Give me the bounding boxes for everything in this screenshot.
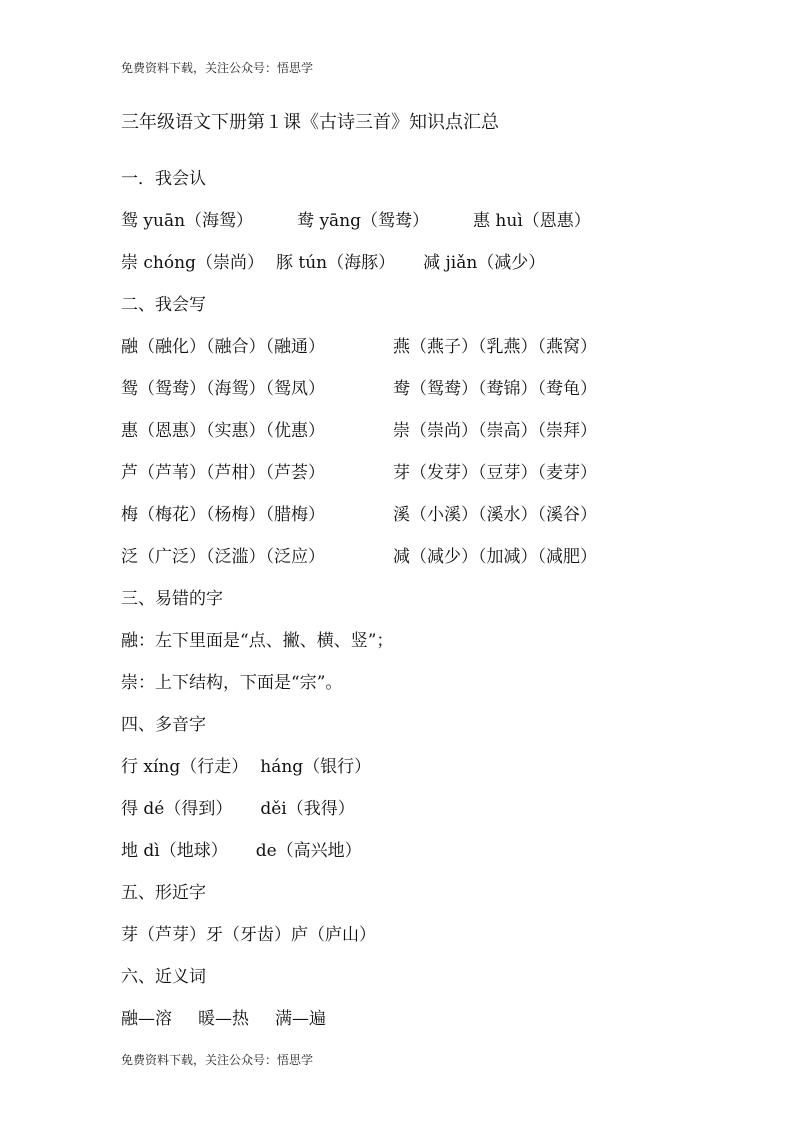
recognize-item: 惠 huì（恩惠） (473, 211, 591, 231)
recognize-item: 鸳 yuān（海鸳） (121, 211, 254, 231)
recognize-item: 鸯 yāng（鸳鸯） (297, 211, 430, 231)
polyphonic-reading: háng（银行） (260, 757, 372, 777)
synonym-pair: 暖—热 (198, 1009, 249, 1029)
page-header: 免费资料下载，关注公众号：悟思学 (121, 61, 314, 75)
section-heading-synonyms: 六、近义词 (121, 967, 206, 987)
write-item: 芽（发芽）（豆芽）（麦芽） (393, 463, 597, 483)
polyphonic-reading: děi（我得） (260, 799, 355, 819)
write-item: 泛（广泛）（泛滥）（泛应） (121, 547, 325, 567)
synonyms-row (121, 998, 761, 1040)
section-heading-write: 二、我会写 (121, 295, 206, 315)
polyphonic-row (121, 788, 761, 830)
recognize-item: 豚 tún（海豚） (275, 253, 396, 273)
recognize-row-2 (121, 242, 761, 284)
write-item: 惠（恩惠）（实惠）（优惠） (121, 421, 325, 441)
recognize-item: 崇 chóng（崇尚） (121, 253, 264, 273)
write-item: 芦（芦苇）（芦柑）（芦荟） (121, 463, 325, 483)
write-row (121, 410, 761, 452)
polyphonic-reading: de（高兴地） (255, 841, 362, 861)
write-item: 减（减少）（加减）（减肥） (393, 547, 597, 567)
error-prone-note: 崇：上下结构，下面是“宗”。 (121, 673, 343, 693)
polyphonic-row (121, 830, 761, 872)
write-item: 燕（燕子）（乳燕）（燕窝） (393, 337, 597, 357)
polyphonic-reading: 地 dì（地球） (121, 841, 228, 861)
document-title: 三年级语文下册第１课《古诗三首》知识点汇总 (121, 112, 499, 133)
write-item: 溪（小溪）（溪水）（溪谷） (393, 505, 597, 525)
write-row (121, 452, 761, 494)
section-heading-similar-chars: 五、形近字 (121, 883, 206, 903)
write-item: 崇（崇尚）（崇高）（崇拜） (393, 421, 597, 441)
synonym-pair: 融—溶 (121, 1009, 172, 1029)
error-prone-note: 融：左下里面是“点、撇、横、竖”； (121, 631, 394, 651)
write-row (121, 326, 761, 368)
polyphonic-reading: 行 xíng（行走） (121, 757, 249, 777)
section-heading-error-prone: 三、易错的字 (121, 589, 223, 609)
write-row (121, 536, 761, 578)
write-item: 融（融化）（融合）（融通） (121, 337, 325, 357)
document-body (121, 158, 761, 1040)
write-item: 鸯（鸳鸯）（鸯锦）（鸯龟） (393, 379, 597, 399)
write-item: 鸳（鸳鸯）（海鸳）（鸳凤） (121, 379, 325, 399)
section-heading-recognize: 一．我会认 (121, 169, 206, 189)
section-heading-polyphonic: 四、多音字 (121, 715, 206, 735)
synonym-pair: 满—遍 (275, 1009, 326, 1029)
polyphonic-row (121, 746, 761, 788)
similar-chars-line: 芽（芦芽）牙（牙齿）庐（庐山） (121, 925, 376, 945)
write-item: 梅（梅花）（杨梅）（腊梅） (121, 505, 325, 525)
write-row (121, 494, 761, 536)
recognize-row-1 (121, 200, 761, 242)
page-footer: 免费资料下载，关注公众号：悟思学 (121, 1053, 314, 1067)
polyphonic-reading: 得 dé（得到） (121, 799, 233, 819)
recognize-item: 减 jiǎn（减少） (423, 253, 546, 273)
write-row (121, 368, 761, 410)
